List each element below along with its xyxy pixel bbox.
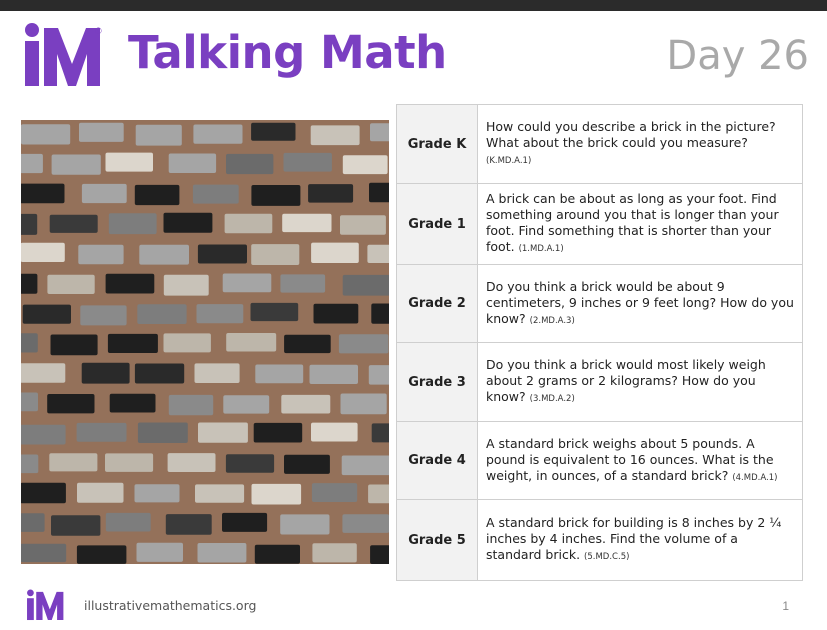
- brick: [308, 184, 353, 203]
- brick: [51, 515, 100, 535]
- brick: [169, 395, 213, 415]
- brick: [252, 484, 302, 505]
- brick: [21, 483, 66, 504]
- brick: [168, 453, 216, 472]
- grade-question: A brick can be about as long as your foot. Find something around you that is longer than your foot. Find something that is shorter than your foot. (1.MD.A.1): [478, 184, 803, 265]
- grade-question: Do you think a brick would most likely weigh about 2 grams or 2 kilograms? How do you know? (3.MD.A.2): [478, 343, 803, 422]
- brick: [198, 543, 247, 563]
- table-row: [397, 184, 803, 265]
- brick: [77, 483, 124, 503]
- brick: [223, 274, 272, 293]
- brick: [284, 153, 332, 172]
- table-row: [397, 265, 803, 343]
- brick: [226, 454, 274, 473]
- grade-question: A standard brick weighs about 5 pounds. A pound is equivalent to 16 ounces. What is the weight, in ounces, of a standard brick? (4.MD.A.1): [478, 422, 803, 500]
- brick: [284, 335, 331, 353]
- brick: [312, 543, 356, 562]
- brick: [340, 215, 386, 235]
- grade-questions-table: [396, 104, 803, 581]
- brick: [281, 395, 330, 414]
- brick: [137, 304, 186, 324]
- brick: [21, 274, 37, 294]
- brick: [135, 364, 184, 384]
- day-label: Day 26: [666, 33, 809, 79]
- brick: [251, 185, 300, 206]
- brick: [310, 365, 359, 384]
- brick: [198, 423, 248, 443]
- brick: [193, 185, 239, 204]
- brick: [21, 544, 66, 562]
- brick: [106, 274, 155, 294]
- brick: [280, 274, 325, 292]
- brick: [135, 185, 180, 205]
- brick: [21, 124, 70, 144]
- brick: [197, 304, 244, 323]
- brick: [372, 423, 389, 442]
- brick-wall-image: [21, 120, 389, 564]
- brick: [255, 545, 300, 564]
- grade-label: Grade 3: [397, 343, 478, 422]
- brick: [369, 183, 389, 203]
- brick: [49, 453, 97, 471]
- brick: [109, 213, 157, 234]
- brick: [82, 184, 127, 203]
- brick: [198, 245, 247, 264]
- standard-code: (3.MD.A.2): [529, 394, 575, 404]
- brick: [47, 394, 94, 413]
- brick: [169, 154, 216, 174]
- registered-mark: ®: [95, 26, 102, 36]
- brick: [108, 334, 158, 353]
- brick: [135, 484, 180, 502]
- brick: [226, 333, 276, 352]
- brick: [21, 513, 45, 532]
- im-logo-icon: [20, 22, 100, 88]
- brick: [78, 245, 123, 264]
- table-row: [397, 422, 803, 500]
- brick: [80, 305, 126, 325]
- standard-code: (1.MD.A.1): [518, 244, 564, 254]
- brick: [342, 514, 389, 533]
- brick: [255, 365, 303, 384]
- standard-code: (K.MD.A.1): [486, 156, 532, 166]
- brick: [280, 514, 329, 534]
- brick: [82, 363, 130, 384]
- brick: [23, 305, 71, 324]
- brick: [77, 545, 127, 564]
- brick: [251, 303, 299, 321]
- table-row: [397, 500, 803, 581]
- brick: [21, 154, 43, 173]
- brick: [21, 184, 65, 204]
- brick: [367, 245, 389, 263]
- brick: [52, 155, 101, 175]
- brick: [251, 244, 299, 265]
- brick: [370, 545, 389, 564]
- brick: [343, 155, 388, 174]
- brick: [369, 365, 389, 385]
- brick: [368, 485, 389, 504]
- grade-label: Grade 4: [397, 422, 478, 500]
- grade-question: A standard brick for building is 8 inches by 2 ¼ inches by 4 inches. Find the volume of a standard brick. (5.MD.C.5): [478, 500, 803, 581]
- brick: [311, 125, 360, 145]
- brick: [193, 125, 242, 144]
- brick: [105, 453, 153, 472]
- im-logo-icon: [24, 589, 64, 621]
- brick: [47, 275, 94, 294]
- standard-code: (4.MD.A.1): [732, 472, 778, 483]
- brick: [339, 334, 389, 353]
- brick: [21, 425, 66, 445]
- grade-label: Grade 2: [397, 265, 478, 343]
- brick: [195, 484, 244, 502]
- brick: [110, 394, 156, 413]
- brick: [21, 455, 38, 474]
- brick: [226, 154, 273, 174]
- brick: [164, 275, 209, 296]
- page-number: 1: [782, 599, 789, 613]
- brick: [21, 393, 38, 412]
- brick: [282, 214, 331, 232]
- brick: [251, 123, 295, 141]
- brick: [79, 123, 124, 142]
- brick: [21, 243, 65, 262]
- brick: [51, 335, 98, 356]
- brick: [21, 333, 38, 352]
- brick: [136, 125, 182, 146]
- table-row: [397, 105, 803, 184]
- brick: [138, 423, 188, 444]
- brick: [106, 153, 154, 172]
- brick-wall-drawing: [21, 120, 389, 564]
- brick: [164, 333, 211, 352]
- top-bar: [0, 0, 827, 11]
- brick: [139, 245, 189, 265]
- brick: [50, 215, 98, 233]
- brick: [106, 513, 151, 532]
- grade-label: Grade 5: [397, 500, 478, 581]
- brick: [166, 514, 212, 535]
- brick: [342, 456, 389, 476]
- brick: [21, 363, 65, 382]
- brick: [343, 275, 389, 296]
- standard-code: (2.MD.A.3): [529, 315, 575, 326]
- brick: [222, 513, 267, 532]
- brick: [164, 213, 213, 233]
- brick: [77, 423, 127, 442]
- standard-code: (5.MD.C.5): [584, 552, 630, 562]
- brick: [311, 243, 359, 263]
- brick: [370, 123, 389, 141]
- brick: [225, 214, 273, 233]
- grade-label: Grade K: [397, 105, 478, 184]
- grade-label: Grade 1: [397, 184, 478, 265]
- brick: [312, 483, 357, 502]
- brick: [284, 455, 330, 474]
- brick: [223, 395, 269, 413]
- page-title: Talking Math: [128, 26, 447, 79]
- brick: [195, 363, 240, 383]
- brick: [137, 543, 184, 562]
- brick: [371, 304, 389, 324]
- brick: [311, 423, 358, 442]
- brick: [341, 394, 387, 415]
- brick: [254, 423, 303, 443]
- grade-question: How could you describe a brick in the picture? What about the brick could you measure? (K.MD.A.1): [478, 105, 803, 184]
- brick: [21, 214, 37, 235]
- grade-question: Do you think a brick would be about 9 centimeters, 9 inches or 9 feet long? How do you know? (2.MD.A.3): [478, 265, 803, 343]
- brick: [314, 304, 359, 324]
- footer-url[interactable]: illustrativemathematics.org: [84, 598, 257, 613]
- table-row: [397, 343, 803, 422]
